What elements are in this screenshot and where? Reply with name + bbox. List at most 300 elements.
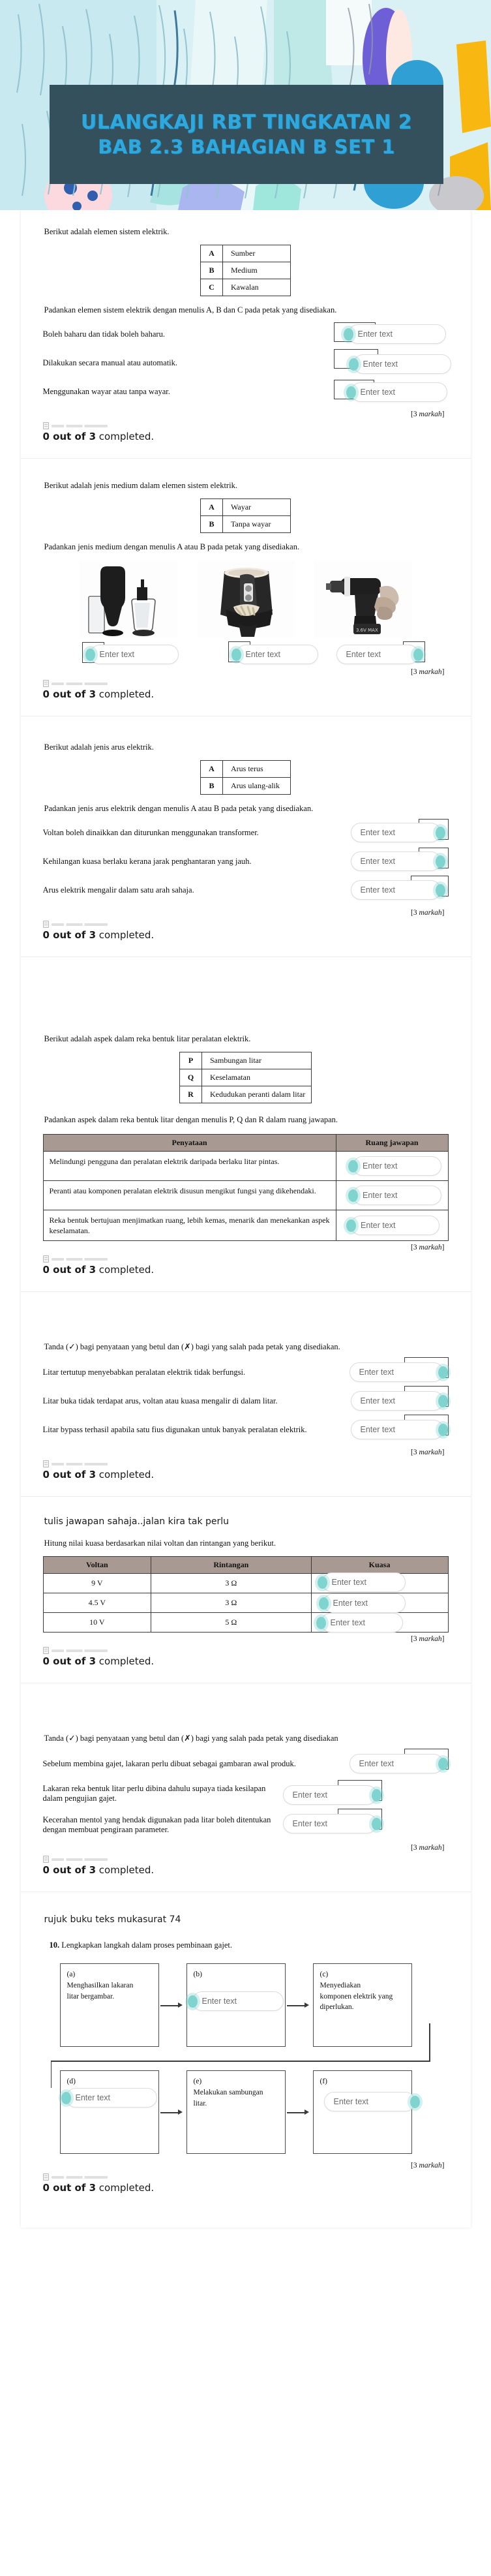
q4-completed-label bbox=[43, 1264, 449, 1276]
q2-progress-meta bbox=[43, 680, 449, 687]
placeholder-label: Enter text bbox=[360, 1425, 395, 1435]
q8-completed-count: 0 out of 3 bbox=[42, 2182, 97, 2194]
q2-completed-label bbox=[43, 688, 449, 700]
q2-instruction: Padankan jenis medium dengan menulis A atau B pada petak yang disediakan. bbox=[44, 542, 300, 551]
q7-answer-input-2[interactable] bbox=[283, 1785, 377, 1805]
placeholder-label: Enter text bbox=[360, 885, 395, 895]
q3-statement-1: Voltan boleh dinaikkan dan diturunkan menggunakan transformer. bbox=[42, 827, 259, 837]
q8-box-e-text: Melakukan sambungan litar. bbox=[193, 2089, 263, 2108]
q4-answer-input-2[interactable] bbox=[353, 1186, 441, 1205]
record-dot-icon[interactable] bbox=[436, 855, 445, 868]
q5-progress bbox=[21, 1460, 471, 1496]
q5-completed-suffix: completed. bbox=[96, 1469, 155, 1481]
q6-completed-count: 0 out of 3 bbox=[42, 1655, 97, 1668]
progress-meta-placeholder bbox=[52, 682, 108, 685]
question-8 bbox=[21, 1892, 471, 2173]
flow-arrow-icon bbox=[159, 2070, 186, 2154]
q2-completed-suffix: completed. bbox=[96, 688, 155, 700]
q4-instruction: Padankan aspek dalam reka bentuk litar dengan menulis P, Q dan R dalam ruang jawapan. bbox=[44, 1115, 338, 1124]
q3-key-a: A bbox=[201, 761, 223, 778]
q6-row-1-voltan: 9 V bbox=[43, 1574, 151, 1593]
q6-completed-label bbox=[43, 1655, 449, 1667]
table-row bbox=[180, 1086, 312, 1103]
q3-instruction: Padankan jenis arus elektrik dengan menulis A atau B pada petak yang disediakan. bbox=[44, 804, 314, 813]
question-3 bbox=[21, 716, 471, 921]
q6-col-rintangan: Rintangan bbox=[151, 1557, 311, 1574]
record-dot-icon[interactable] bbox=[372, 1818, 381, 1830]
hero-title-line-1: ULANGKAJI RBT TINGKATAN 2 bbox=[80, 111, 413, 134]
q6-answer-input-3[interactable] bbox=[321, 1613, 403, 1633]
q4-progress bbox=[21, 1255, 471, 1291]
hero-title-line-2: BAB 2.3 BAHAGIAN B SET 1 bbox=[98, 135, 395, 158]
q8-box-e bbox=[186, 2070, 286, 2154]
q3-marks: [3 markah] bbox=[411, 909, 445, 917]
q5-completed-count: 0 out of 3 bbox=[42, 1469, 97, 1481]
hand-blender-photo bbox=[80, 561, 177, 638]
q3-answer-input-2[interactable] bbox=[351, 851, 441, 871]
document-icon bbox=[43, 1856, 49, 1863]
q7-completed-count: 0 out of 3 bbox=[42, 1864, 97, 1877]
table-row bbox=[201, 499, 291, 516]
q8-box-d-label: (d) bbox=[67, 2078, 76, 2086]
q4-row-1-text: Melindungi pengguna dan peralatan elektrik daripada berlaku litar pintas. bbox=[43, 1152, 336, 1181]
q7-statement-3: Kecerahan mentol yang hendak digunakan pada litar boleh ditentukan dengan membuat pengiraan parameter. bbox=[42, 1815, 271, 1835]
q5-row-2 bbox=[43, 1391, 449, 1411]
q8-box-d bbox=[60, 2070, 159, 2154]
q4-val-p: Sambungan litar bbox=[202, 1052, 312, 1069]
q4-row-3-text: Reka bentuk bertujuan menjimatkan ruang, lebih kemas, menarik dan menekankan aspek keselamatan. bbox=[43, 1210, 336, 1241]
q8-box-e-label: (e) bbox=[193, 2078, 202, 2086]
record-dot-icon[interactable] bbox=[438, 1424, 448, 1436]
q4-progress-meta bbox=[43, 1255, 449, 1263]
q2-key-table bbox=[200, 498, 291, 533]
q6-stem: Hitung nilai kuasa berdasarkan nilai voltan dan rintangan yang berikut. bbox=[44, 1539, 276, 1548]
q2-answer-slot-3 bbox=[336, 645, 428, 664]
q2-photo-row bbox=[43, 561, 449, 638]
q7-progress bbox=[21, 1856, 471, 1892]
q4-marks: [3 markah] bbox=[411, 1244, 445, 1252]
q4-answer-input-3[interactable] bbox=[351, 1216, 439, 1235]
q1-val-c: Kawalan bbox=[223, 279, 291, 296]
q6-row-3-voltan: 10 V bbox=[43, 1613, 151, 1633]
q2-answer-input-2[interactable] bbox=[236, 645, 318, 664]
table-row bbox=[43, 1574, 448, 1593]
placeholder-label: Enter text bbox=[333, 1599, 368, 1608]
q3-completed-label bbox=[43, 929, 449, 941]
q3-completed-count: 0 out of 3 bbox=[42, 929, 97, 941]
q6-col-voltan: Voltan bbox=[43, 1557, 151, 1574]
q1-answer-slot-2 bbox=[334, 353, 449, 373]
record-dot-icon[interactable] bbox=[61, 2092, 71, 2104]
q2-val-a: Wayar bbox=[223, 499, 291, 516]
q1-completed-count: 0 out of 3 bbox=[42, 431, 97, 442]
document-icon bbox=[43, 680, 49, 687]
progress-meta-placeholder bbox=[52, 1858, 108, 1861]
record-dot-icon[interactable] bbox=[348, 1189, 358, 1202]
q3-answer-slot-1 bbox=[351, 823, 449, 842]
q3-row-3 bbox=[43, 880, 449, 900]
table-row bbox=[43, 1210, 448, 1241]
q4-answer-input-1[interactable] bbox=[353, 1156, 441, 1176]
question-6 bbox=[21, 1497, 471, 1647]
q8-number: 10. bbox=[49, 1940, 60, 1950]
table-row bbox=[201, 262, 291, 279]
q6-answer-input-1[interactable] bbox=[322, 1572, 406, 1592]
record-dot-icon[interactable] bbox=[316, 1617, 326, 1629]
placeholder-label: Enter text bbox=[360, 857, 395, 866]
q8-box-f bbox=[313, 2070, 412, 2154]
q7-statement-1: Sebelum membina gajet, lakaran perlu dibuat sebagai gambaran awal produk. bbox=[42, 1758, 296, 1768]
q7-row-3 bbox=[43, 1814, 449, 1835]
flow-arrow-icon bbox=[159, 1963, 186, 2047]
q7-completed-label bbox=[43, 1864, 449, 1876]
q1-key-a: A bbox=[201, 245, 223, 262]
air-fryer-photo bbox=[197, 561, 295, 638]
q3-key-b: B bbox=[201, 778, 223, 795]
q7-instruction: Tanda (✓) bagi penyataan yang betul dan (✗) bagi yang salah pada petak yang disediakan bbox=[44, 1734, 338, 1743]
q1-statement-3: Menggunakan wayar atau tanpa wayar. bbox=[42, 386, 170, 396]
question-2 bbox=[21, 459, 471, 680]
table-row bbox=[43, 1593, 448, 1613]
placeholder-label: Enter text bbox=[360, 1396, 395, 1406]
placeholder-label: Enter text bbox=[363, 360, 398, 369]
placeholder-label: Enter text bbox=[292, 1790, 327, 1800]
flow-arrow-icon bbox=[286, 1963, 313, 2047]
table-header-row bbox=[43, 1557, 448, 1574]
q3-completed-suffix: completed. bbox=[96, 929, 155, 941]
q1-key-table bbox=[200, 245, 291, 296]
q8-box-c bbox=[313, 1963, 412, 2047]
placeholder-label: Enter text bbox=[359, 1368, 394, 1377]
document-icon bbox=[43, 1255, 49, 1263]
q1-answer-input-3[interactable] bbox=[351, 382, 447, 402]
placeholder-label: Enter text bbox=[333, 2097, 368, 2107]
q7-row-1 bbox=[43, 1754, 449, 1773]
table-row bbox=[43, 1181, 448, 1210]
placeholder-label: Enter text bbox=[292, 1819, 327, 1829]
q4-key-table bbox=[179, 1052, 312, 1103]
q5-row-3 bbox=[43, 1420, 449, 1439]
q5-completed-label bbox=[43, 1469, 449, 1480]
question-4 bbox=[21, 957, 471, 1255]
record-dot-icon[interactable] bbox=[85, 649, 95, 661]
placeholder-label: Enter text bbox=[360, 388, 395, 397]
q2-stem: Berikut adalah jenis medium dalam elemen sistem elektrik. bbox=[44, 481, 237, 490]
placeholder-label: Enter text bbox=[99, 650, 134, 659]
hero-banner bbox=[0, 0, 491, 210]
q8-box-a-label: (a) bbox=[67, 1970, 76, 1979]
q7-row-2 bbox=[43, 1783, 449, 1805]
question-5 bbox=[21, 1292, 471, 1460]
q1-key-c: C bbox=[201, 279, 223, 296]
q3-progress-meta bbox=[43, 921, 449, 928]
q8-box-b-label: (b) bbox=[193, 1970, 202, 1979]
q4-completed-suffix: completed. bbox=[96, 1264, 155, 1276]
q6-progress bbox=[21, 1647, 471, 1683]
table-header-row bbox=[43, 1135, 448, 1152]
q8-box-c-text: Menyediakan komponen elektrik yang diperlukan. bbox=[320, 1982, 393, 2012]
placeholder-label: Enter text bbox=[75, 2093, 110, 2103]
q2-answer-slot-2 bbox=[228, 645, 327, 664]
q4-row-2-text: Peranti atau komponen peralatan elektrik disusun mengikut fungsi yang dikehendaki. bbox=[43, 1181, 336, 1210]
placeholder-label: Enter text bbox=[346, 650, 381, 659]
q1-completed-label bbox=[43, 431, 449, 442]
q2-answer-input-1[interactable] bbox=[90, 645, 179, 664]
q6-col-kuasa: Kuasa bbox=[311, 1557, 448, 1574]
q7-answer-slot-2 bbox=[283, 1785, 382, 1805]
table-row bbox=[180, 1069, 312, 1086]
q4-col-ruang-jawapan: Ruang jawapan bbox=[336, 1135, 448, 1152]
q7-completed-suffix: completed. bbox=[96, 1864, 155, 1877]
q8-flow-row-bottom bbox=[60, 2070, 445, 2154]
document-icon bbox=[43, 422, 49, 429]
q2-key-b: B bbox=[201, 516, 223, 533]
record-dot-icon[interactable] bbox=[349, 358, 359, 371]
record-dot-icon[interactable] bbox=[438, 1366, 448, 1379]
flow-arrow-icon bbox=[286, 2070, 313, 2154]
q2-answer-row bbox=[48, 645, 449, 664]
q7-answer-input-1[interactable] bbox=[350, 1754, 443, 1773]
quiz-card bbox=[21, 210, 471, 2228]
hero-title-box bbox=[50, 85, 443, 184]
q5-answer-input-3[interactable] bbox=[351, 1420, 443, 1439]
q4-col-penyataan: Penyataan bbox=[43, 1135, 336, 1152]
q5-statement-3: Litar bypass terhasil apabila satu fius digunakan untuk banyak peralatan elektrik. bbox=[42, 1424, 307, 1434]
q8-flow-row-top bbox=[60, 1963, 445, 2047]
q8-completed-suffix: completed. bbox=[96, 2182, 155, 2194]
q1-row-2 bbox=[43, 353, 449, 373]
placeholder-label: Enter text bbox=[359, 1759, 394, 1769]
q8-flow-connector bbox=[47, 2047, 445, 2070]
record-dot-icon[interactable] bbox=[346, 386, 356, 399]
q1-val-b: Medium bbox=[223, 262, 291, 279]
q8-stem-text: Lengkapkan langkah dalam proses pembinaan gajet. bbox=[61, 1940, 232, 1950]
q2-val-b: Tanpa wayar bbox=[223, 516, 291, 533]
q8-stem bbox=[50, 1940, 449, 1950]
q1-answer-slot-3 bbox=[334, 382, 449, 401]
q7-answer-slot-1 bbox=[350, 1754, 449, 1773]
placeholder-label: Enter text bbox=[357, 330, 393, 339]
table-row bbox=[201, 245, 291, 262]
q3-row-2 bbox=[43, 851, 449, 871]
q6-row-1-kuasa-cell bbox=[311, 1574, 448, 1593]
q3-answer-slot-2 bbox=[351, 851, 449, 871]
cordless-drill-photo bbox=[314, 561, 412, 638]
q8-answer-input-b[interactable] bbox=[192, 1991, 284, 2011]
q5-answer-slot-1 bbox=[350, 1362, 449, 1382]
record-dot-icon[interactable] bbox=[438, 1395, 448, 1407]
q6-progress-meta bbox=[43, 1647, 449, 1654]
q5-instruction: Tanda (✓) bagi penyataan yang betul dan (✗) bagi yang salah pada petak yang disediakan. bbox=[44, 1342, 340, 1352]
connector-vertical-left bbox=[51, 2061, 52, 2088]
q3-progress bbox=[21, 921, 471, 957]
q5-answer-slot-2 bbox=[351, 1391, 449, 1411]
table-row bbox=[201, 778, 291, 795]
table-row bbox=[201, 761, 291, 778]
q5-marks: [3 markah] bbox=[411, 1449, 445, 1457]
q2-answer-input-3[interactable] bbox=[336, 645, 419, 664]
q4-row-1-answer-cell bbox=[336, 1152, 448, 1181]
q8-box-a-text: Menghasilkan lakaran litar bergambar. bbox=[67, 1982, 134, 2001]
q7-marks: [3 markah] bbox=[411, 1844, 445, 1852]
q6-completed-suffix: completed. bbox=[96, 1655, 155, 1668]
table-row bbox=[43, 1613, 448, 1633]
q5-row-1 bbox=[43, 1362, 449, 1382]
document-icon bbox=[43, 1460, 49, 1467]
record-dot-icon[interactable] bbox=[344, 328, 353, 341]
q1-answer-input-1[interactable] bbox=[348, 324, 446, 344]
q4-key-p: P bbox=[180, 1052, 202, 1069]
q8-progress bbox=[21, 2173, 471, 2228]
q5-statement-2: Litar buka tidak terdapat arus, voltan atau kuasa mengalir di dalam litar. bbox=[42, 1396, 278, 1405]
q7-statement-2: Lakaran reka bentuk litar perlu dibina dahulu supaya tiada kesilapan dalam pengujian gajet. bbox=[42, 1784, 266, 1803]
q7-answer-input-3[interactable] bbox=[283, 1814, 377, 1833]
q8-box-f-label: (f) bbox=[320, 2078, 327, 2086]
document-icon bbox=[43, 921, 49, 928]
table-row bbox=[201, 279, 291, 296]
table-row bbox=[180, 1052, 312, 1069]
record-dot-icon[interactable] bbox=[346, 1219, 356, 1232]
q1-row-1 bbox=[43, 324, 449, 344]
q5-answer-input-2[interactable] bbox=[351, 1391, 443, 1411]
placeholder-label: Enter text bbox=[361, 1220, 396, 1230]
q1-answer-slot-1 bbox=[334, 324, 449, 344]
q6-row-3-kuasa-cell bbox=[311, 1613, 448, 1633]
q2-marks: [3 markah] bbox=[411, 668, 445, 676]
q3-answer-input-3[interactable] bbox=[351, 880, 441, 900]
progress-meta-placeholder bbox=[52, 1649, 108, 1652]
placeholder-label: Enter text bbox=[363, 1161, 398, 1171]
q6-row-2-kuasa-cell bbox=[311, 1593, 448, 1613]
q8-answer-input-f[interactable] bbox=[324, 2092, 415, 2111]
table-row bbox=[43, 1152, 448, 1181]
q1-progress-meta bbox=[43, 422, 449, 429]
q6-row-3-rintangan: 5 Ω bbox=[151, 1613, 311, 1633]
q8-box-c-label: (c) bbox=[320, 1970, 329, 1979]
record-dot-icon[interactable] bbox=[231, 649, 241, 661]
progress-meta-placeholder bbox=[52, 923, 108, 926]
q1-row-3 bbox=[43, 382, 449, 401]
q1-val-a: Sumber bbox=[223, 245, 291, 262]
q1-stem: Berikut adalah elemen sistem elektrik. bbox=[44, 227, 170, 236]
q2-answer-slot-1 bbox=[82, 645, 181, 664]
q4-val-q: Keselamatan bbox=[202, 1069, 312, 1086]
q1-marks: [3 markah] bbox=[411, 410, 445, 418]
placeholder-label: Enter text bbox=[201, 1997, 237, 2006]
q2-progress bbox=[21, 680, 471, 716]
record-dot-icon[interactable] bbox=[438, 1758, 448, 1770]
document-icon bbox=[43, 2173, 49, 2181]
q8-flowchart bbox=[43, 1963, 449, 2154]
document-icon bbox=[43, 1647, 49, 1654]
q7-answer-slot-3 bbox=[283, 1814, 382, 1833]
placeholder-label: Enter text bbox=[363, 1190, 398, 1200]
q5-progress-meta bbox=[43, 1460, 449, 1467]
q8-progress-meta bbox=[43, 2173, 449, 2181]
q5-answer-slot-3 bbox=[351, 1420, 449, 1439]
progress-meta-placeholder bbox=[52, 2176, 108, 2179]
page-bottom-spacer bbox=[0, 2228, 491, 2251]
q1-answer-input-2[interactable] bbox=[353, 354, 451, 374]
q1-instruction: Padankan elemen sistem elektrik dengan menulis A, B dan C pada petak yang disediakan. bbox=[44, 305, 337, 314]
q8-answer-input-d[interactable] bbox=[66, 2088, 157, 2108]
record-dot-icon[interactable] bbox=[413, 649, 423, 661]
q6-note: tulis jawapan sahaja..jalan kira tak perlu bbox=[44, 1516, 230, 1527]
q4-key-q: Q bbox=[180, 1069, 202, 1086]
q8-box-b bbox=[186, 1963, 286, 2047]
q4-completed-count: 0 out of 3 bbox=[42, 1264, 97, 1276]
q8-note: rujuk buku teks mukasurat 74 bbox=[44, 1914, 181, 1925]
placeholder-label: Enter text bbox=[360, 828, 395, 837]
q4-row-2-answer-cell bbox=[336, 1181, 448, 1210]
svg-text:3.6V MAX: 3.6V MAX bbox=[355, 628, 378, 633]
record-dot-icon[interactable] bbox=[318, 1576, 327, 1589]
q3-val-a: Arus terus bbox=[223, 761, 291, 778]
question-7 bbox=[21, 1683, 471, 1856]
q3-key-table bbox=[200, 760, 291, 795]
q3-answer-slot-3 bbox=[351, 880, 449, 900]
placeholder-label: Enter text bbox=[245, 650, 280, 659]
q8-box-a bbox=[60, 1963, 159, 2047]
q2-key-a: A bbox=[201, 499, 223, 516]
q4-val-r: Kedudukan peranti dalam litar bbox=[202, 1086, 312, 1103]
q3-statement-3: Arus elektrik mengalir dalam satu arah sahaja. bbox=[42, 885, 194, 895]
q1-completed-suffix: completed. bbox=[96, 431, 155, 442]
record-dot-icon[interactable] bbox=[436, 827, 445, 839]
q2-completed-count: 0 out of 3 bbox=[42, 688, 97, 700]
q8-completed-label bbox=[43, 2182, 449, 2194]
q5-answer-input-1[interactable] bbox=[350, 1362, 443, 1382]
record-dot-icon[interactable] bbox=[436, 884, 445, 897]
placeholder-label: Enter text bbox=[330, 1618, 365, 1628]
record-dot-icon[interactable] bbox=[319, 1597, 329, 1610]
q3-val-b: Arus ulang-alik bbox=[223, 778, 291, 795]
q6-row-2-voltan: 4.5 V bbox=[43, 1593, 151, 1613]
q1-key-b: B bbox=[201, 262, 223, 279]
record-dot-icon[interactable] bbox=[372, 1789, 381, 1802]
placeholder-label: Enter text bbox=[331, 1578, 366, 1587]
q1-statement-2: Dilakukan secara manual atau automatik. bbox=[42, 358, 178, 367]
progress-meta-placeholder bbox=[52, 425, 108, 427]
q4-answer-table bbox=[43, 1134, 449, 1241]
q4-key-r: R bbox=[180, 1086, 202, 1103]
progress-meta-placeholder bbox=[52, 1258, 108, 1261]
q5-statement-1: Litar tertutup menyebabkan peralatan elektrik tidak berfungsi. bbox=[42, 1367, 246, 1377]
record-dot-icon[interactable] bbox=[410, 2096, 420, 2108]
q7-progress-meta bbox=[43, 1856, 449, 1863]
q6-power-table bbox=[43, 1556, 449, 1633]
connector-vertical-right bbox=[429, 2023, 430, 2061]
record-dot-icon[interactable] bbox=[188, 1995, 198, 2008]
question-1 bbox=[21, 210, 471, 422]
q4-row-3-answer-cell bbox=[336, 1210, 448, 1241]
q3-answer-input-1[interactable] bbox=[351, 823, 441, 842]
q1-statement-1: Boleh baharu dan tidak boleh baharu. bbox=[42, 329, 165, 339]
q6-row-1-rintangan: 3 Ω bbox=[151, 1574, 311, 1593]
q6-answer-input-2[interactable] bbox=[323, 1593, 406, 1613]
q3-stem: Berikut adalah jenis arus elektrik. bbox=[44, 743, 154, 752]
table-row bbox=[201, 516, 291, 533]
q1-progress bbox=[21, 422, 471, 458]
q3-row-1 bbox=[43, 823, 449, 842]
q3-statement-2: Kehilangan kuasa berlaku kerana jarak penghantaran yang jauh. bbox=[42, 856, 252, 866]
q6-marks: [3 markah] bbox=[411, 1635, 445, 1644]
q4-stem: Berikut adalah aspek dalam reka bentuk litar peralatan elektrik. bbox=[44, 1034, 251, 1043]
progress-meta-placeholder bbox=[52, 1463, 108, 1465]
q8-marks: [3 markah] bbox=[411, 2162, 445, 2170]
q6-row-2-rintangan: 3 Ω bbox=[151, 1593, 311, 1613]
record-dot-icon[interactable] bbox=[348, 1160, 358, 1173]
